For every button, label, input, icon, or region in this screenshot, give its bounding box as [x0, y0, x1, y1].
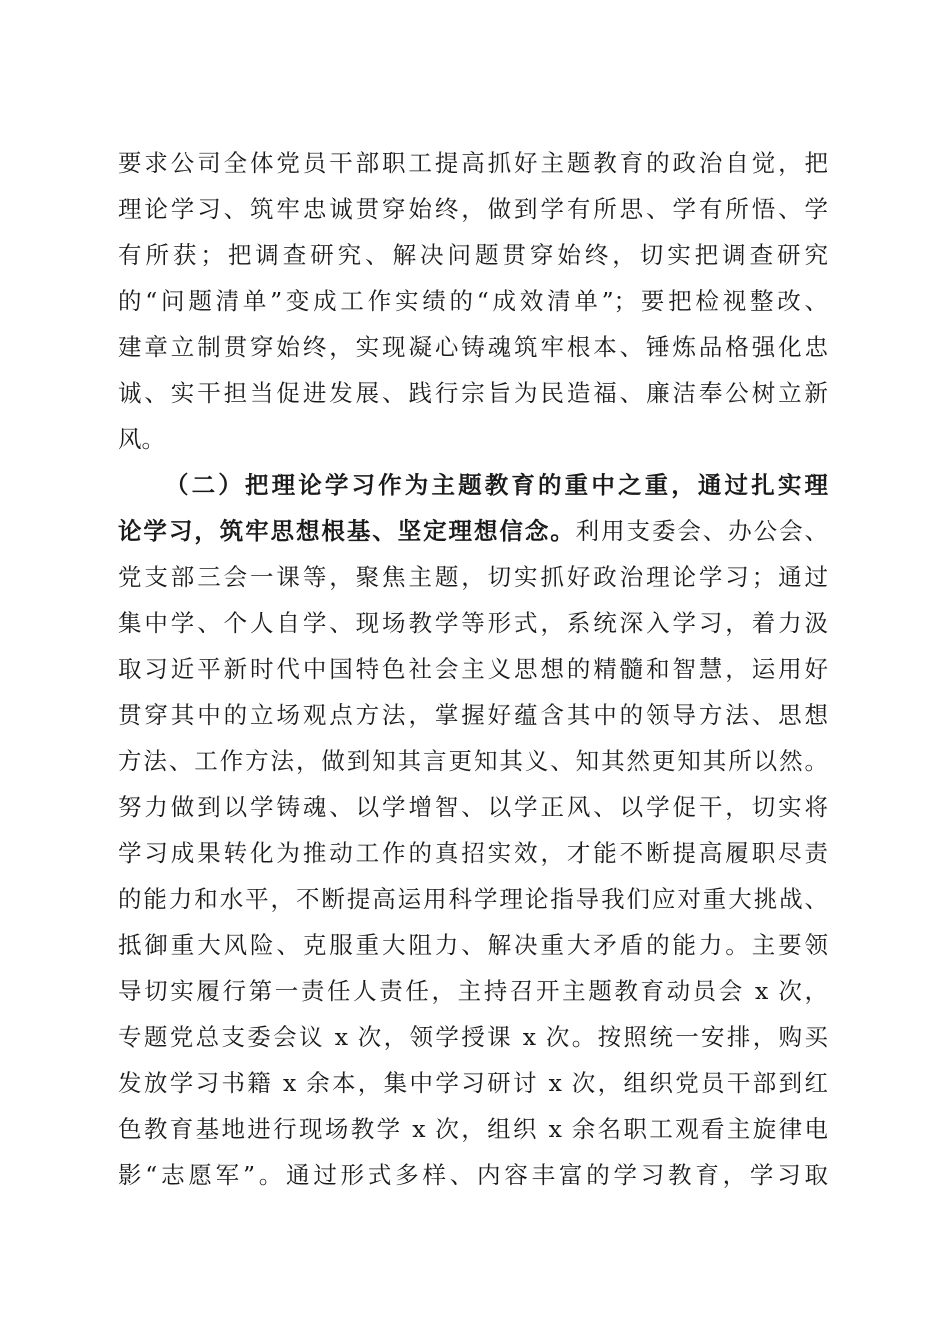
paragraph-2-line-2: 集中学、个人自学、现场教学等形式，系统深入学习，着力汲 [118, 609, 828, 637]
paragraph-1-line-2: 理论学习、筑牢忠诚贯穿始终，做到学有所思、学有所悟、学 [118, 195, 828, 223]
paragraph-2-heading-rest: 利用支委会、办公会、 [575, 517, 828, 545]
paragraph-1-line-1: 要求公司全体党员干部职工提高抓好主题教育的政治自觉，把 [118, 149, 828, 177]
paragraph-2-line-10: 导切实履行第一责任人责任，主持召开主题教育动员会 x 次， [118, 977, 828, 1005]
paragraph-2-line-13: 色教育基地进行现场教学 x 次，组织 x 余名职工观看主旋律电 [118, 1115, 828, 1143]
paragraph-2-line-8: 的能力和水平，不断提高运用科学理论指导我们应对重大挑战、 [118, 885, 828, 913]
paragraph-1-line-5: 建章立制贯穿始终，实现凝心铸魂筑牢根本、锤炼品格强化忠 [118, 333, 828, 361]
paragraph-2-line-11: 专题党总支委会议 x 次，领学授课 x 次。按照统一安排，购买 [118, 1023, 828, 1051]
paragraph-1-line-6: 诚、实干担当促进发展、践行宗旨为民造福、廉洁奉公树立新 [118, 379, 828, 407]
paragraph-2-heading-line-1: （二）把理论学习作为主题教育的重中之重，通过扎实理 [165, 471, 828, 499]
paragraph-2-heading-bold: 论学习，筑牢思想根基、坚定理想信念。 [118, 517, 576, 545]
paragraph-2-heading-line-2 [118, 509, 828, 553]
paragraph-1-line-3: 有所获；把调查研究、解决问题贯穿始终，切实把调查研究 [118, 241, 828, 269]
paragraph-2-line-14: 影“志愿军”。通过形式多样、内容丰富的学习教育，学习取 [118, 1161, 828, 1189]
paragraph-2-line-1: 党支部三会一课等，聚焦主题，切实抓好政治理论学习；通过 [118, 563, 828, 591]
paragraph-2-line-4: 贯穿其中的立场观点方法，掌握好蕴含其中的领导方法、思想 [118, 701, 828, 729]
paragraph-2-line-5: 方法、工作方法，做到知其言更知其义、知其然更知其所以然。 [118, 747, 828, 775]
paragraph-2-line-12: 发放学习书籍 x 余本，集中学习研讨 x 次，组织党员干部到红 [118, 1069, 828, 1097]
paragraph-2-line-6: 努力做到以学铸魂、以学增智、以学正风、以学促干，切实将 [118, 793, 828, 821]
paragraph-1-line-4: 的“问题清单”变成工作实绩的“成效清单”；要把检视整改、 [118, 287, 828, 315]
paragraph-2-line-3: 取习近平新时代中国特色社会主义思想的精髓和智慧，运用好 [118, 655, 828, 683]
paragraph-2-line-9: 抵御重大风险、克服重大阻力、解决重大矛盾的能力。主要领 [118, 931, 828, 959]
paragraph-2-line-7: 学习成果转化为推动工作的真招实效，才能不断提高履职尽责 [118, 839, 828, 867]
paragraph-1-line-7: 风。 [118, 425, 165, 453]
